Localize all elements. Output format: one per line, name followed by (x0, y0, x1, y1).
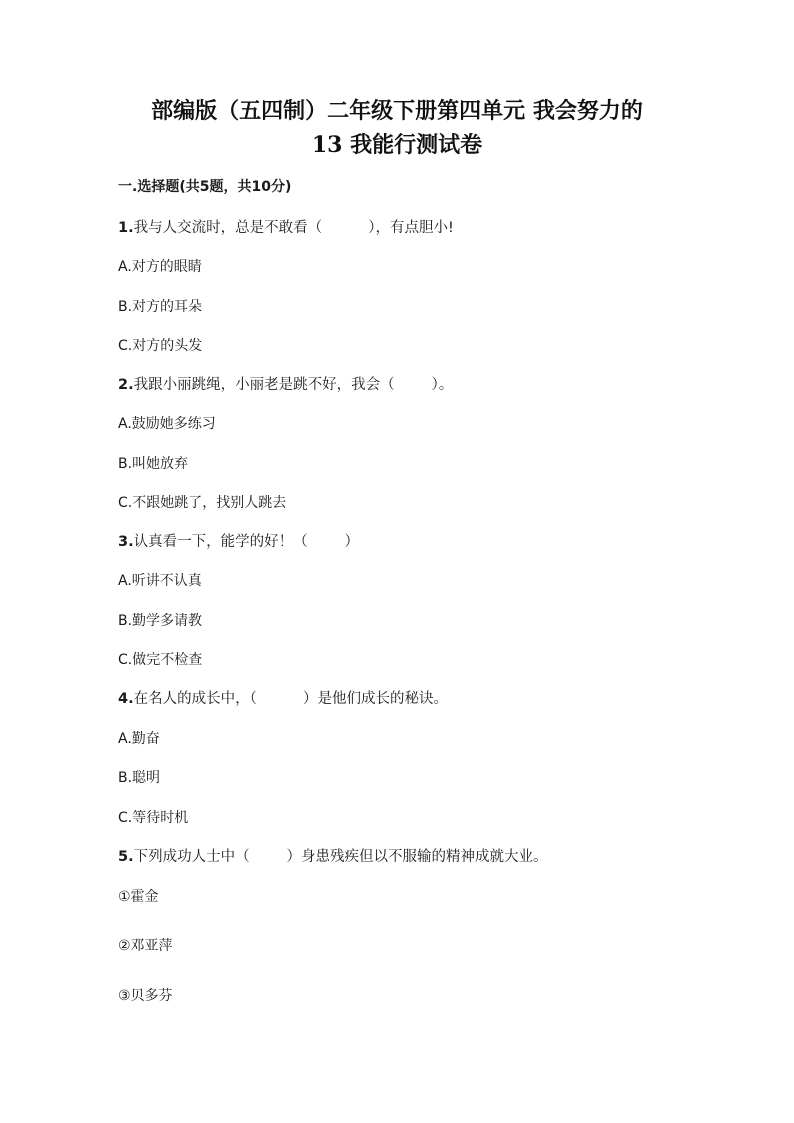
option-2c: C.不跟她跳了，找别人跳去 (118, 495, 287, 511)
option-5-3: ③贝多芬 (118, 988, 173, 1004)
option-2a: A.鼓励她多练习 (118, 416, 216, 432)
option-5-1: ①霍金 (118, 889, 159, 905)
option-5-2: ②邓亚萍 (118, 938, 173, 954)
section-heading: 一.选择题(共5题，共10分) (118, 179, 292, 195)
question-text: 我与人交流时，总是不敢看（ ），有点胆小! (133, 220, 454, 236)
option-3c: C.做完不检查 (118, 652, 203, 668)
question-text: 我跟小丽跳绳，小丽老是跳不好，我会（ ）。 (133, 377, 454, 393)
page-title-line2: 13 我能行测试卷 (311, 132, 483, 158)
question-text: 在名人的成长中，（ ）是他们成长的秘诀。 (133, 691, 448, 707)
option-4b: B.聪明 (118, 770, 161, 786)
question-number: 5. (118, 849, 134, 865)
option-3a: A.听讲不认真 (118, 573, 202, 589)
question-2 (118, 375, 453, 395)
question-1 (118, 218, 454, 238)
option-1b: B.对方的耳朵 (118, 299, 203, 315)
option-2b: B.叫她放弃 (118, 456, 189, 472)
question-5 (118, 847, 547, 867)
question-number: 1. (118, 220, 134, 236)
question-number: 4. (118, 691, 134, 707)
page-title-line1: 部编版（五四制）二年级下册第四单元 我会努力的 (151, 98, 643, 124)
option-3b: B.勤学多请教 (118, 613, 203, 629)
option-1a: A.对方的眼睛 (118, 259, 202, 275)
question-3 (118, 532, 359, 552)
question-text: 下列成功人士中（ ）身患残疾但以不服输的精神成就大业。 (133, 849, 548, 865)
question-number: 3. (118, 534, 134, 550)
question-number: 2. (118, 377, 134, 393)
question-text: 认真看一下，能学的好！（ ） (133, 534, 359, 550)
option-1c: C.对方的头发 (118, 338, 203, 354)
option-4c: C.等待时机 (118, 810, 189, 826)
question-4 (118, 689, 448, 709)
option-4a: A.勤奋 (118, 731, 160, 747)
